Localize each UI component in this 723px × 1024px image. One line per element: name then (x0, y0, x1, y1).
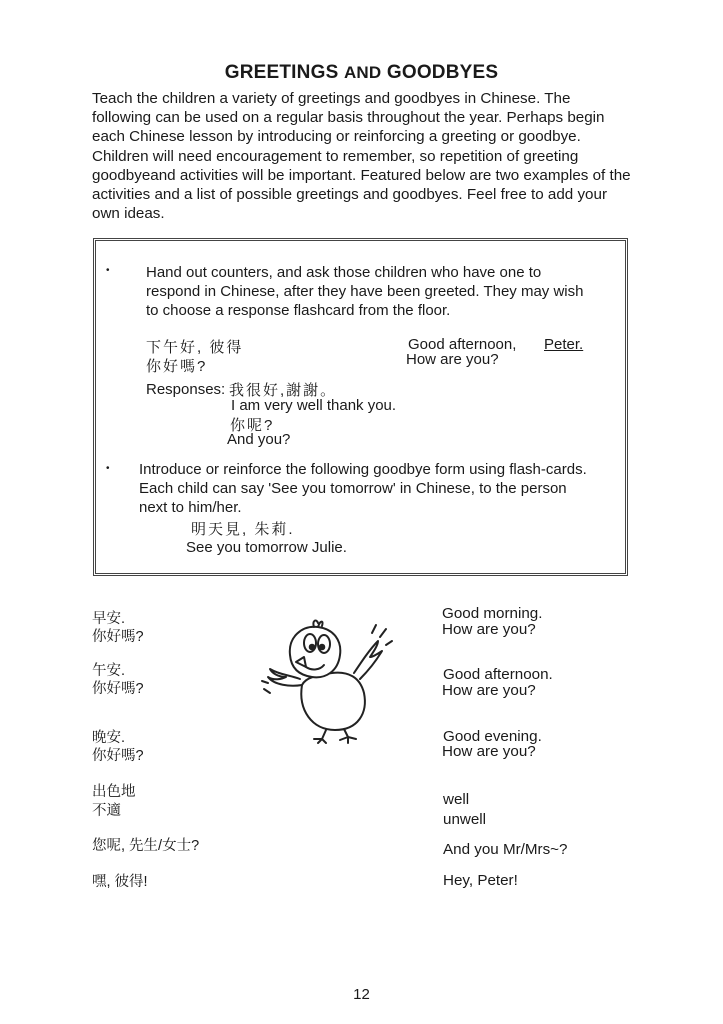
bullet-dot: • (106, 265, 110, 276)
greeting-english-line-2: How are you? (406, 351, 499, 368)
list-item-cn: 午安. (92, 663, 126, 679)
list-item-cn: 不適 (92, 803, 121, 819)
goodbye-chinese: 明天見, 朱莉. (191, 521, 295, 538)
bullet-dot: • (106, 463, 110, 474)
intro-paragraph: Teach the children a variety of greetings and goodbyes in Chinese. The following can be used on a regular basis throughout the year. Perhaps begin each Chinese lesson by introducing or reinforcing a greeting or goodbye. Children will need encouragement to remember, so repetition of greeting goodbyeand activities will be important. Featured below are two examples of the activities and a list of possible greetings and goodbyes. Feel free to add your own ideas. (92, 90, 631, 223)
greeting-english-line-1: Good afternoon, (408, 336, 517, 353)
list-item-en: unwell (443, 811, 487, 828)
list-item-en: Good morning. (442, 605, 543, 622)
title-word-2: AND (343, 63, 382, 82)
list-item-en: And you Mr/Mrs~? (443, 841, 568, 858)
activity-1-text: Hand out counters, and ask those children who have one to respond in Chinese, after they have been greeted. They may wish to choose a response flashcard from the floor. (146, 264, 584, 319)
list-item-cn: 嘿, 彼得! (92, 874, 148, 890)
list-item-cn: 你好嗎? (92, 629, 144, 645)
response-chinese-1: 我很好,謝謝。 (229, 382, 338, 399)
chick-illustration (260, 615, 395, 745)
list-item-cn: 你好嗎? (92, 681, 144, 697)
list-item-en: Hey, Peter! (443, 872, 518, 889)
list-item-cn: 出色地 (92, 784, 136, 800)
list-item-cn: 晚安. (92, 730, 126, 746)
activity-box (93, 238, 628, 576)
response-chinese-2: 你呢? (230, 417, 275, 434)
list-item-cn: 早安. (92, 611, 126, 627)
list-item-en: How are you? (442, 682, 536, 699)
page-title (0, 62, 723, 84)
page-number: 12 (353, 986, 370, 1003)
greeting-chinese-line-1: 下午好, 彼得 (146, 339, 244, 356)
greeting-chinese-line-2: 你好嗎? (146, 358, 208, 375)
list-item-cn: 你好嗎? (92, 748, 144, 764)
title-word-3: GOODBYES (386, 62, 499, 83)
title-word-1: GREETINGS (224, 62, 339, 83)
list-item-en: well (443, 791, 470, 808)
activity-2-text: Introduce or reinforce the following goodbye form using flash-cards. Each child can say 'See you tomorrow' in Chinese, to the person next to him/her. (139, 461, 587, 516)
list-item-en: Good afternoon. (443, 666, 553, 683)
list-item-en: How are you? (442, 621, 536, 638)
list-item-en: How are you? (442, 743, 536, 760)
response-english-2: And you? (227, 431, 291, 448)
greeting-english-name: Peter. (544, 336, 584, 353)
response-english-1: I am very well thank you. (231, 397, 397, 414)
list-item-cn: 您呢, 先生/女士? (92, 838, 200, 854)
responses-label: Responses: (146, 381, 226, 398)
list-item-en: Good evening. (443, 728, 542, 745)
goodbye-english: See you tomorrow Julie. (186, 539, 347, 556)
